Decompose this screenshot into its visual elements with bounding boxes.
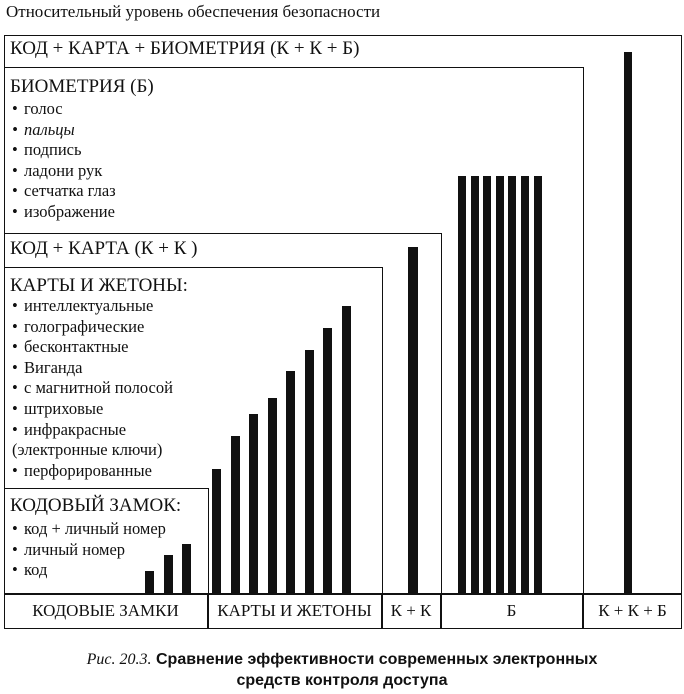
- bar: [231, 436, 240, 593]
- category-label: К + К: [390, 601, 432, 620]
- category-label: Б: [506, 601, 517, 620]
- bar: [164, 555, 173, 593]
- bar: [305, 350, 314, 593]
- bar: [471, 176, 479, 593]
- bar: [521, 176, 529, 593]
- bar: [286, 371, 295, 593]
- caption-line1: Сравнение эффективности современных электронных: [155, 651, 598, 668]
- list-item: • пальцы: [12, 120, 116, 141]
- bar: [458, 176, 466, 593]
- bar: [182, 544, 191, 593]
- list-item: • код + личный номер: [12, 519, 166, 540]
- list-item: • личный номер: [12, 540, 166, 561]
- list-item: • с магнитной полосой: [12, 378, 173, 399]
- list-item: • перфорированные: [12, 461, 173, 482]
- list-item: • голографические: [12, 317, 173, 338]
- category-label: КОДОВЫЕ ЗАМКИ: [32, 601, 179, 620]
- list-item: • подпись: [12, 140, 116, 161]
- caption-line2: средств контроля доступа: [236, 672, 448, 689]
- cards-heading: КАРТЫ И ЖЕТОНЫ:: [10, 275, 188, 296]
- bar: [249, 414, 258, 593]
- list-item: • Виганда: [12, 358, 173, 379]
- list-item: • код: [12, 560, 166, 581]
- category-label: К + К + Б: [598, 601, 667, 620]
- bar: [483, 176, 491, 593]
- bar: [624, 52, 632, 593]
- level-label-kk: КОД + КАРТА (К + К ): [10, 238, 198, 259]
- list-item: • интеллектуальные: [12, 296, 173, 317]
- list-item: • бесконтактные: [12, 337, 173, 358]
- biometry-heading: БИОМЕТРИЯ (Б): [10, 76, 154, 97]
- bar: [534, 176, 542, 593]
- list-item: • ладони рук: [12, 161, 116, 182]
- list-item: • изображение: [12, 202, 116, 223]
- bar: [508, 176, 516, 593]
- list-item: • штриховые: [12, 399, 173, 420]
- bar: [496, 176, 504, 593]
- bar: [408, 247, 418, 593]
- figure-caption: [0, 651, 684, 669]
- chart-title: Относительный уровень обеспечения безопасности: [6, 2, 381, 21]
- bar: [323, 328, 332, 593]
- list-item: • сетчатка глаз: [12, 181, 116, 202]
- bar: [268, 398, 277, 593]
- list-item: • инфракрасные: [12, 420, 173, 441]
- figure-number: Рис. 20.3.: [86, 651, 152, 668]
- list-item: (электронные ключи): [12, 440, 163, 460]
- category-label: КАРТЫ И ЖЕТОНЫ: [217, 601, 372, 620]
- codelock-heading: КОДОВЫЙ ЗАМОК:: [10, 495, 182, 516]
- bar: [212, 469, 221, 593]
- bar: [342, 306, 351, 593]
- level-label-kkb: КОД + КАРТА + БИОМЕТРИЯ (К + К + Б): [10, 38, 360, 59]
- bar: [145, 571, 154, 593]
- list-item: • голос: [12, 99, 116, 120]
